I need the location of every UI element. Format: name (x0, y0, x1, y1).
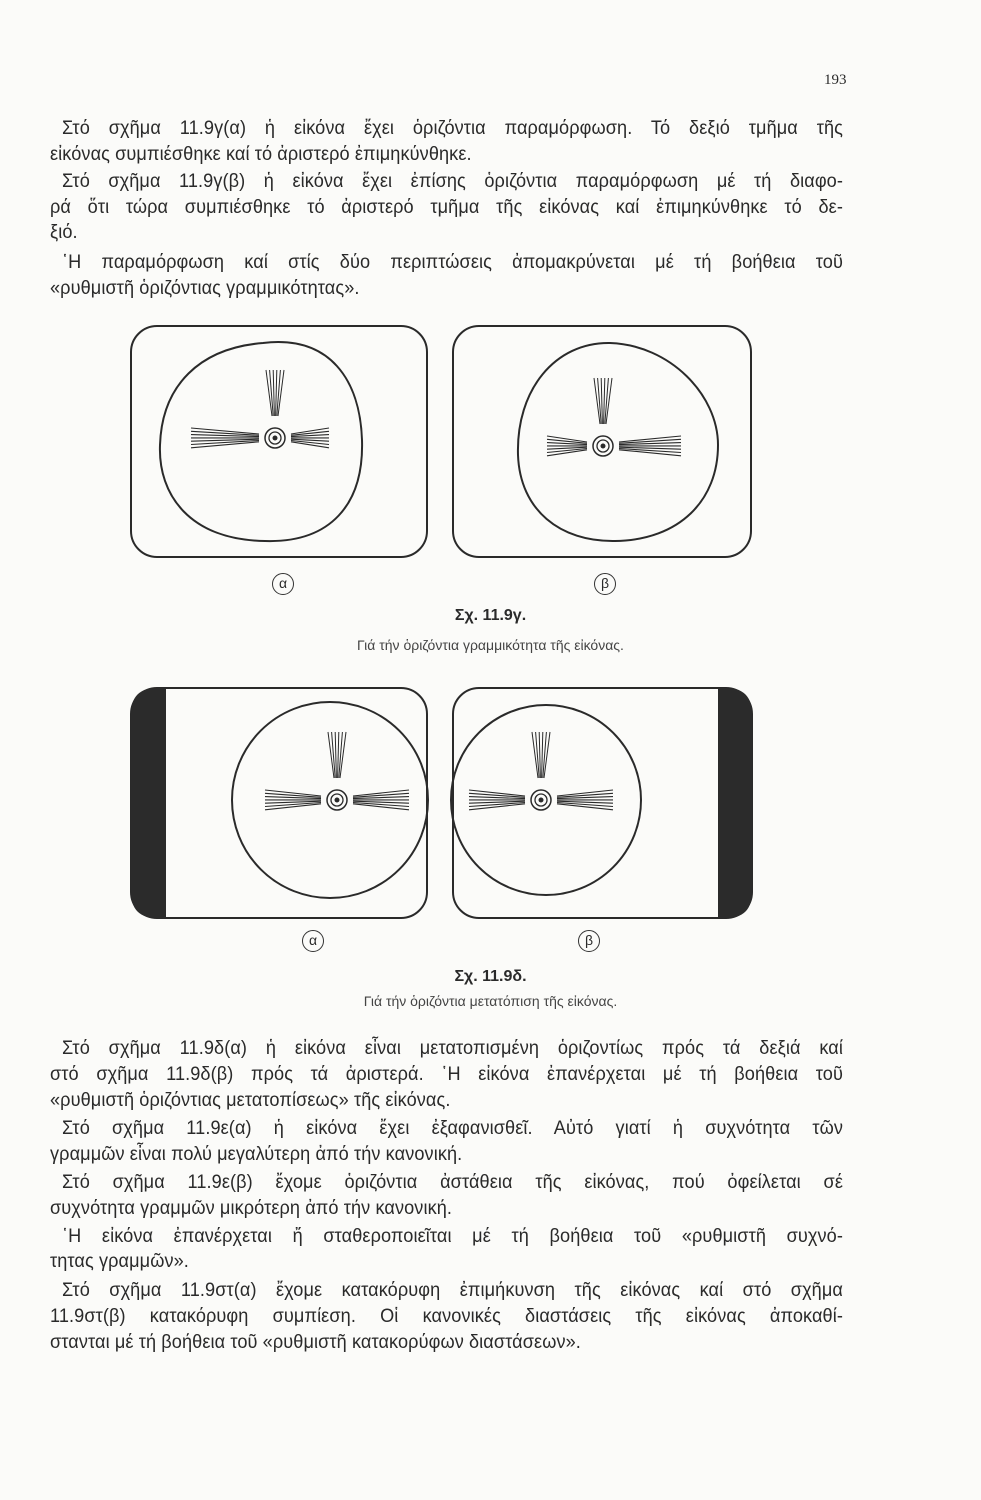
text-line: «ρυθμιστῆ ὁριζόντιας μετατοπίσεως» τῆς εἰκόνας. (50, 1089, 451, 1111)
figure-subcaption: Γιά τήν ὁριζόντια μετατόπιση τῆς εἰκόνας. (363, 993, 618, 1009)
text-line: Στό σχῆμα 11.9ε(α) ἡ εἰκόνα ἔχει ἐξαφανισθεῖ. Αὐτό γιατί ἡ συχνότητα τῶν (62, 1117, 843, 1139)
text-line: Στό σχῆμα 11.9γ(β) ἡ εἰκόνα ἔχει ἐπίσης ὁριζόντια παραμόρφωση μέ τή διαφο- (62, 170, 843, 192)
wedge-line-vertical (335, 732, 336, 778)
text-line: ῾Η εἰκόνα ἐπανέρχεται ἤ σταθεροποιεῖται μέ τή βοήθεια τοῦ «ρυθμιστῆ συχνό- (62, 1225, 843, 1247)
label-a: α (272, 573, 294, 595)
distorted-circle-b (518, 343, 718, 541)
target-dot (335, 798, 340, 803)
test-pattern (191, 370, 329, 448)
figure-subcaption: Γιά τήν ὁριζόντια γραμμικότητα τῆς εἰκόνας. (357, 637, 624, 653)
label-b: β (578, 930, 600, 952)
text-line: Στό σχῆμα 11.9γ(α) ἡ εἰκόνα ἔχει ὁριζόντια παραμόρφωση. Τό δεξιό τμῆμα τῆς (62, 117, 843, 139)
target-dot (601, 444, 606, 449)
label-b: β (594, 573, 616, 595)
wedge-line-vertical (604, 378, 605, 424)
text-line: συχνότητα γραμμῶν μικρότερη ἀπό τήν κανονική. (50, 1197, 453, 1219)
figure-11-9g (131, 326, 751, 557)
figure-caption: Σχ. 11.9δ. (454, 968, 527, 985)
wedge-line-vertical (539, 732, 540, 778)
target-dot (273, 436, 278, 441)
screen-frame-a (131, 326, 427, 557)
wedge-line-vertical (273, 370, 274, 416)
black-band-right (718, 688, 752, 918)
text-line: ρά ὅτι τώρα συμπιέσθηκε τό ἀριστερό τμῆμα τῆς εἰκόνας καί ἐπιμηκύνθηκε τό δε- (50, 196, 843, 218)
text-line: τητας γραμμῶν». (50, 1250, 189, 1272)
text-line: στό σχῆμα 11.9δ(β) πρός τά ἀριστερά. ῾Η εἰκόνα ἐπανέρχεται μέ τή βοήθεια τοῦ (50, 1063, 843, 1085)
test-pattern (547, 378, 681, 456)
wedge-line-vertical (542, 732, 543, 778)
distorted-circle-a (160, 342, 362, 541)
target-dot (539, 798, 544, 803)
text-line: στανται μέ τή βοήθεια τοῦ «ρυθμιστῆ κατακορύφων διαστάσεων». (50, 1331, 581, 1353)
text-line: ῾Η παραμόρφωση καί στίς δύο περιπτώσεις ἀπομακρύνεται μέ τή βοήθεια τοῦ (62, 251, 843, 273)
text-line: γραμμῶν εἶναι πολύ μεγαλύτερη ἀπό τήν κανονική. (50, 1143, 463, 1165)
black-band-left (131, 688, 166, 918)
wedge-line-vertical (276, 370, 277, 416)
figure-caption: Σχ. 11.9γ. (454, 607, 527, 624)
text-line: «ρυθμιστῆ ὁριζόντιας γραμμικότητας». (50, 277, 360, 299)
text-line: εἰκόνας συμπιέσθηκε καί τό ἀριστερό ἐπιμηκύνθηκε. (50, 143, 472, 165)
wedge-line-vertical (601, 378, 602, 424)
screen-frame-b (453, 326, 751, 557)
wedge-line-vertical (338, 732, 339, 778)
text-line: 11.9στ(β) κατακόρυφη συμπίεση. Οἱ κανονικές διαστάσεις τῆς εἰκόνας ἀποκαθί- (50, 1305, 843, 1327)
test-pattern (265, 732, 409, 810)
text-line: Στό σχῆμα 11.9δ(α) ἡ εἰκόνα εἶναι μετατοπισμένη ὁριζοντίως πρός τά δεξιά καί (62, 1037, 843, 1059)
test-pattern (469, 732, 613, 810)
text-line: ξιό. (50, 221, 78, 243)
text-line: Στό σχῆμα 11.9στ(α) ἔχομε κατακόρυφη ἐπιμήκυνση τῆς εἰκόνας καί στό σχῆμα (62, 1279, 843, 1301)
label-a: α (302, 930, 324, 952)
figure-11-9d (131, 688, 752, 918)
page-number: 193 (824, 72, 847, 88)
text-line: Στό σχῆμα 11.9ε(β) ἔχομε ὁριζόντια ἀστάθεια τῆς εἰκόνας, πού ὀφείλεται σέ (62, 1171, 843, 1193)
